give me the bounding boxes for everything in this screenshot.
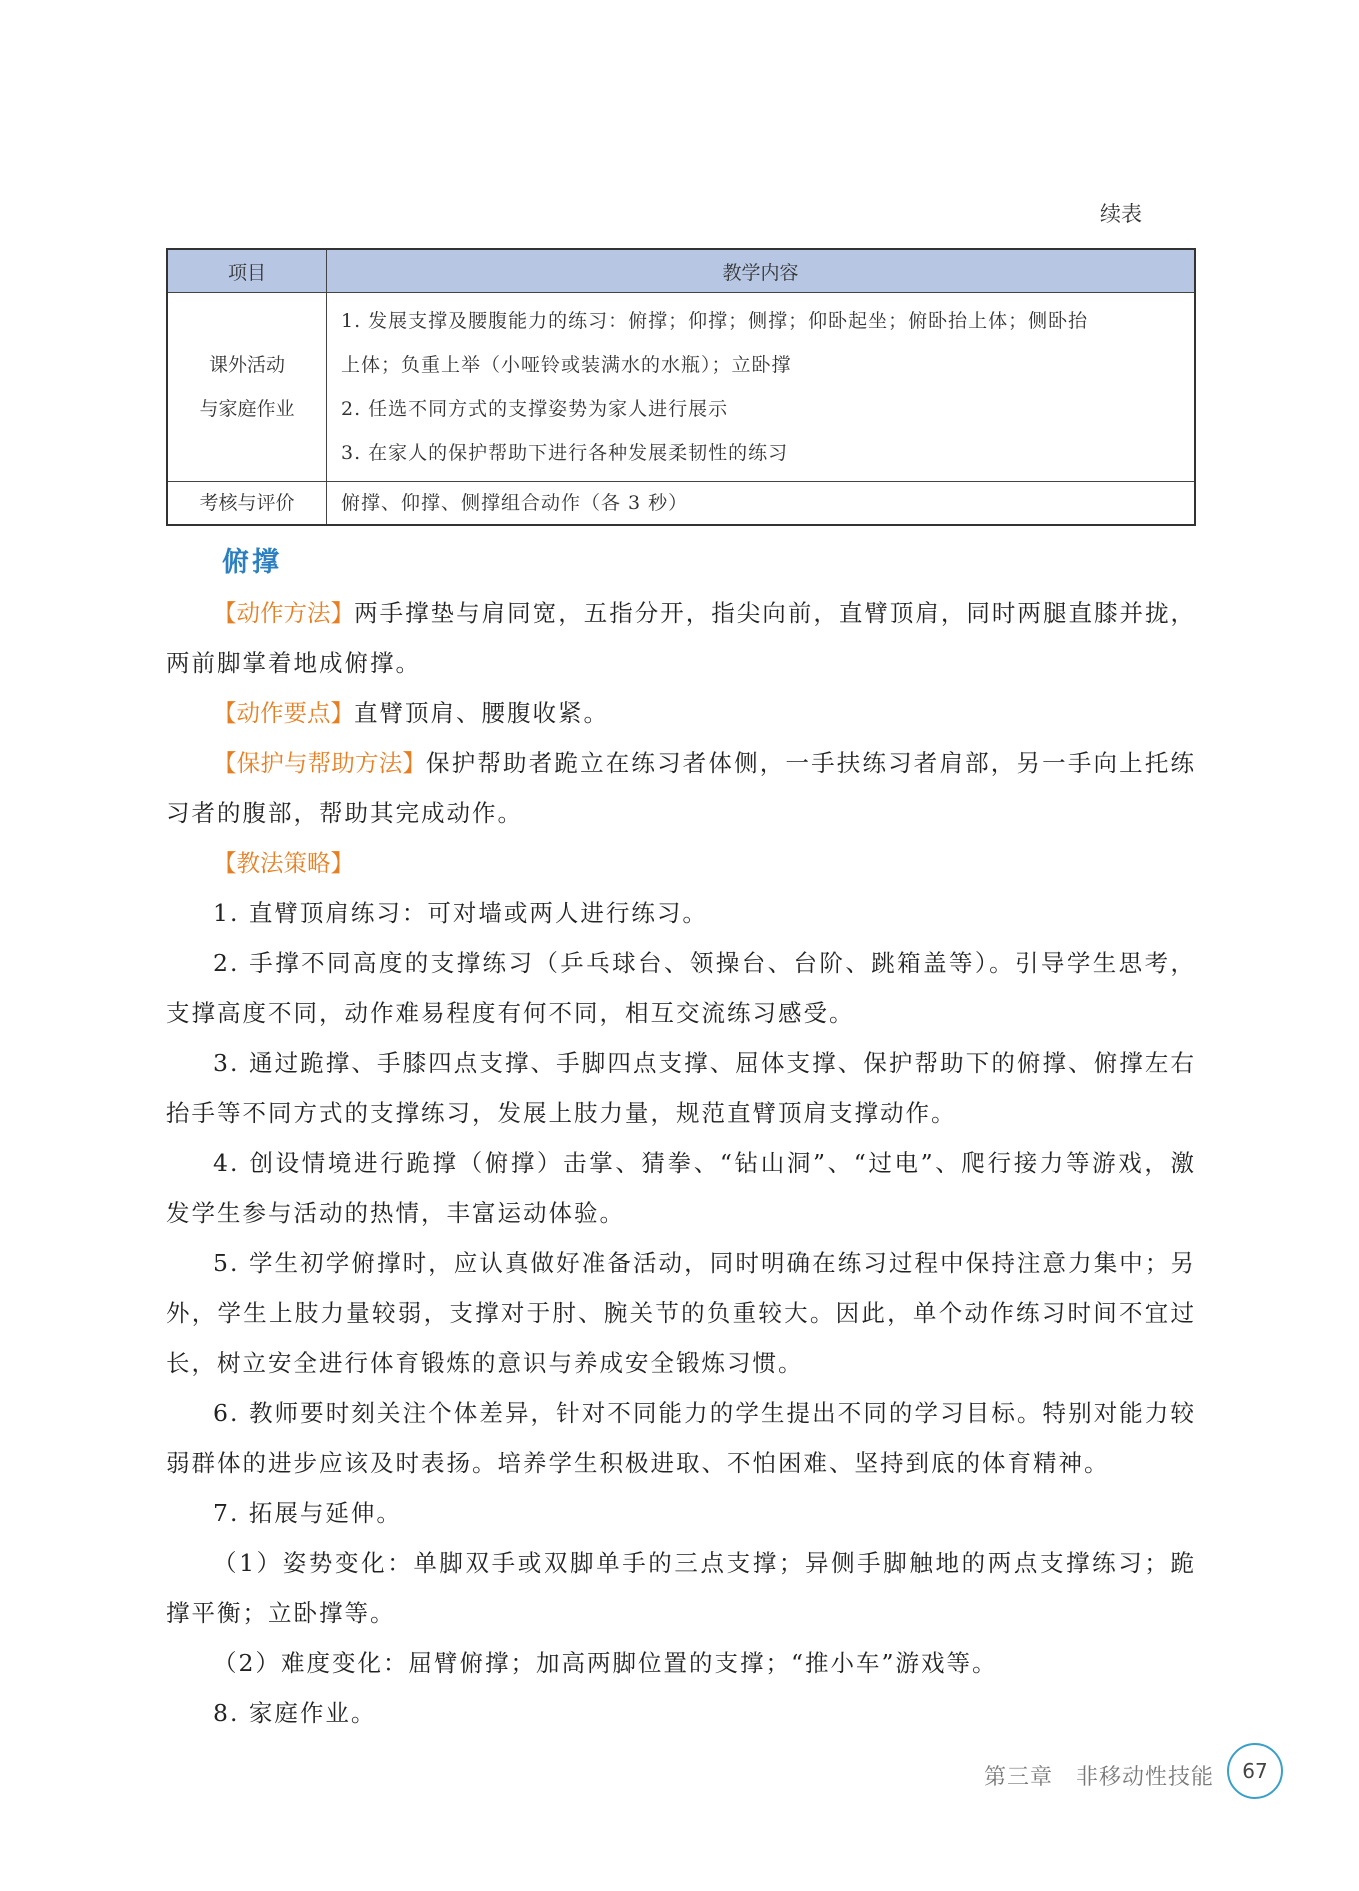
paragraph-item: 5. 学生初学俯撑时，应认真做好准备活动，同时明确在练习过程中保持注意力集中；另外，学生上肢力量较弱，支撑对于肘、腕关节的负重较大。因此，单个动作练习时间不宜过长，树立安全进行体育锻炼的意识与养成安全锻炼习惯。 [166,1249,1196,1377]
paragraph-item: 7. 拓展与延伸。 [213,1499,402,1527]
content-line: 上体；负重上举（小哑铃或装满水的水瓶）；立卧撑 [341,354,792,376]
tag-label: 【保护与帮助方法】 [213,749,427,777]
paragraph-item: （1）姿势变化：单脚双手或双脚单手的三点支撑；异侧手脚触地的两点支撑练习；跪撑平衡；立卧撑等。 [166,1549,1196,1627]
section-title: 俯撑 [222,547,282,578]
continued-table-label: 续表 [1100,202,1142,226]
tag-label: 【动作方法】 [213,599,355,627]
header-content: 教学内容 [327,249,1196,293]
content-cell-assessment [327,482,1196,526]
tag-label: 【教法策略】 [213,849,354,877]
paragraph-protection [166,738,1196,838]
body-text [166,588,1196,1738]
paragraph-item: 1. 直臂顶肩练习：可对墙或两人进行练习。 [213,899,708,927]
paragraph-text: 直臂顶肩、腰腹收紧。 [354,699,609,727]
paragraph-item: 4. 创设情境进行跪撑（俯撑）击掌、猜拳、“钻山洞”、“过电”、爬行接力等游戏，激发学生参与活动的热情，丰富运动体验。 [166,1149,1196,1227]
table-header-row [167,249,1195,293]
item-cell-assessment: 考核与评价 [167,482,327,526]
paragraph-item: 6. 教师要时刻关注个体差异，针对不同能力的学生提出不同的学习目标。特别对能力较弱群体的进步应该及时表扬。培养学生积极进取、不怕困难、坚持到底的体育精神。 [166,1399,1196,1477]
paragraph-text: 两手撑垫与肩同宽，五指分开，指尖向前，直臂顶肩，同时两腿直膝并拢，两前脚掌着地成俯撑。 [166,599,1197,677]
paragraph-item: （2）难度变化：屈臂俯撑；加高两脚位置的支撑；“推小车”游戏等。 [213,1649,998,1677]
content-line: 俯撑、仰撑、侧撑组合动作（各 3 秒） [341,492,689,514]
content-cell-homework [327,293,1196,482]
footer-chapter-title: 第三章 非移动性技能 [984,1765,1215,1790]
content-line: 2. 任选不同方式的支撑姿势为家人进行展示 [341,398,729,420]
paragraph-item: 8. 家庭作业。 [213,1699,377,1727]
lesson-table [166,248,1196,526]
paragraph-method [166,588,1196,688]
page-number: 67 [1227,1743,1283,1799]
table-row-assessment [167,482,1195,526]
paragraph-key-points [166,688,1196,738]
table-row-homework [167,293,1195,482]
paragraph-item: 2. 手撑不同高度的支撑练习（乒乓球台、领操台、台阶、跳箱盖等）。引导学生思考，支撑高度不同，动作难易程度有何不同，相互交流练习感受。 [166,949,1196,1027]
tag-label: 【动作要点】 [213,699,354,727]
content-line: 3. 在家人的保护帮助下进行各种发展柔韧性的练习 [341,442,789,464]
paragraph-item: 3. 通过跪撑、手膝四点支撑、手脚四点支撑、屈体支撑、保护帮助下的俯撑、俯撑左右抬手等不同方式的支撑练习，发展上肢力量，规范直臂顶肩支撑动作。 [166,1049,1196,1127]
item-line: 课外活动 [208,354,285,376]
header-item: 项目 [167,249,327,293]
paragraph-strategy-heading [166,838,1196,888]
paragraph-text: 保护帮助者跪立在练习者体侧，一手扶练习者肩部，另一手向上托练习者的腹部，帮助其完成动作。 [166,749,1197,827]
content-line: 1. 发展支撑及腰腹能力的练习：俯撑；仰撑；侧撑；仰卧起坐；俯卧抬上体；侧卧抬 [341,310,1089,332]
item-line: 与家庭作业 [199,398,295,420]
item-cell-homework [167,293,327,482]
